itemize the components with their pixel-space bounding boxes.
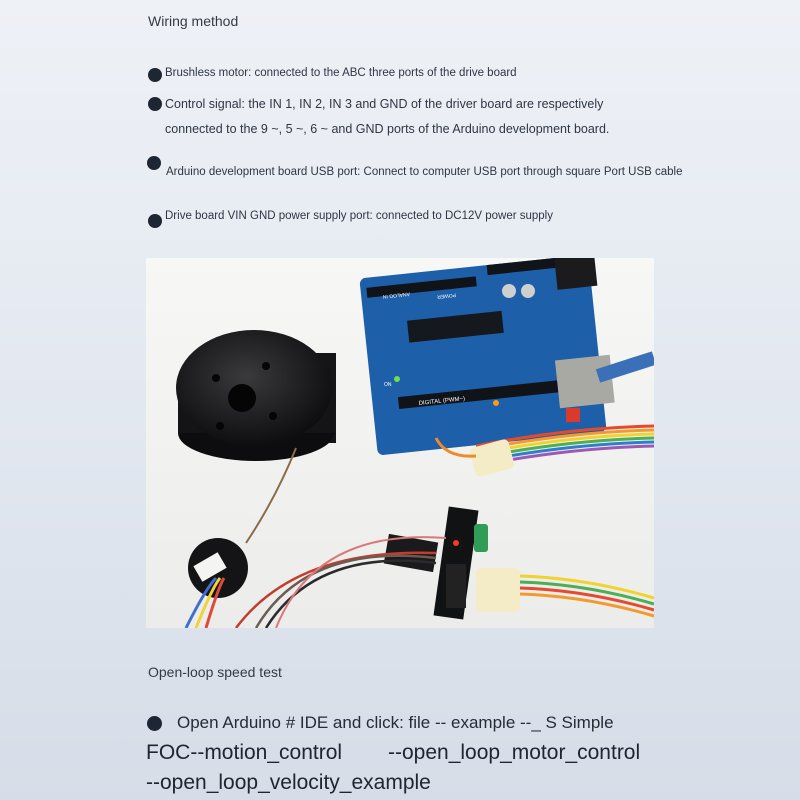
open-loop-line3: --open_loop_velocity_example (146, 771, 431, 794)
bullet-dot (148, 214, 162, 228)
wiring-item-control-line1: Control signal: the IN 1, IN 2, IN 3 and GND of the driver board are respectively (165, 97, 604, 111)
wiring-item-motor: Brushless motor: connected to the ABC three ports of the drive board (165, 67, 517, 79)
arduino-board (359, 258, 614, 456)
wiring-photo-illustration (146, 258, 654, 628)
brushless-motor (176, 330, 336, 461)
board-label-on: ON (384, 382, 392, 388)
bullet-dot (148, 97, 162, 111)
bullet-dot (147, 156, 161, 170)
open-loop-line1: Open Arduino # IDE and click: file -- example --_ S Simple (177, 713, 614, 732)
open-loop-heading: Open-loop speed test (148, 664, 282, 680)
wiring-item-usb: Arduino development board USB port: Connect to computer USB port through square Port USB cable (166, 166, 683, 178)
bullet-dot (148, 68, 162, 82)
board-label-power: POWER (436, 291, 457, 300)
board-label-analog: ANALOG IN (382, 290, 411, 300)
wiring-photo (146, 258, 654, 628)
open-loop-line2b: --open_loop_motor_control (388, 741, 641, 764)
wiring-item-control-line2: connected to the 9 ~, 5 ~, 6 ~ and GND ports of the Arduino development board. (165, 122, 610, 136)
bullet-dot (147, 716, 162, 731)
wiring-item-power: Drive board VIN GND power supply port: connected to DC12V power supply (165, 210, 553, 222)
board-label-digital: DIGITAL (PWM~) (418, 396, 466, 407)
open-loop-line2a: FOC--motion_control (146, 741, 343, 764)
wiring-method-heading: Wiring method (148, 13, 239, 29)
